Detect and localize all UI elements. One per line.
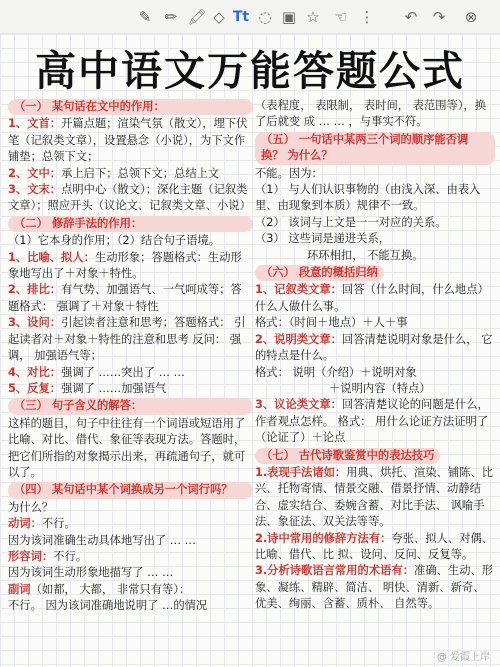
pencil-icon[interactable]: ✏ — [164, 8, 178, 26]
item-adverb-reason: 不行。 因为该词准确地说明了 …的情况 — [8, 599, 208, 613]
item-verb-reason: 因为该词准确生动具体地写出了 … … — [8, 533, 196, 547]
text-tool-icon[interactable]: Tt — [232, 9, 250, 25]
marker-icon[interactable]: 🖍 — [187, 8, 207, 26]
item-question: 3、设问：引起读者注意和思考；答题格式： 引起读者对＋对象＋特性的注意和思考 反问： 强调， 加强语气等； — [8, 316, 246, 363]
item-contrast: 4、对比：强调了 ……突出了 … … — [8, 365, 185, 379]
left-column — [8, 98, 253, 615]
item-order-1: （1） 与人们认识事物的（由浅入深、由表入里、由现象到本质）规律不一致。 — [255, 183, 481, 213]
pen-icon[interactable]: ✎ — [138, 8, 152, 26]
item-argumentative: 3、议论类文章：回答清楚议论的问题是什么， 作者观点怎样。 格式： 用什么论证方法证明了（论证了）＋论点 — [255, 398, 489, 445]
star-icon[interactable]: ☆ — [306, 8, 320, 26]
section-heading-4: （四） 某句话中某个词换成另一个词行吗？ — [8, 482, 253, 498]
redo-icon[interactable]: ↷ — [432, 8, 446, 26]
item-order-answer: 不能。因为： — [255, 166, 323, 180]
page-title: 高中语文万能答题公式 — [35, 47, 465, 95]
item-verb: 动词：不行。 — [8, 517, 76, 531]
section-heading-5: （五） 一句话中某两三个词的顺序能否调换？ 为什么？ — [255, 132, 495, 165]
item-wenzhong: 2、文中：承上启下；总领下文；总结上文 — [8, 166, 220, 180]
item-why: 为什么？ — [8, 500, 54, 514]
item-order-3b: 环环相扣， 不能互换。 — [307, 248, 424, 262]
item-repetition: 5、反复：强调了 ……加强语气 — [8, 381, 167, 395]
section-heading-3: （三） 句子含义的解答： — [8, 398, 253, 414]
section-heading-6: （六） 段意的概括归纳 — [255, 265, 384, 281]
right-column — [255, 98, 495, 613]
item-metaphor: 1、比喻、拟人：生动形象；答题格式：生动形象地写出了＋对象＋特性。 — [8, 250, 242, 281]
section-heading-7: （七） 古代诗歌鉴赏中的表达技巧 — [255, 448, 440, 464]
section-heading-1: （一） 某句话在文中的作用： — [8, 99, 253, 115]
item-narrative: 1、记叙类文章：回答（什么时间，什么地点）什么人做什么事。 — [255, 283, 489, 313]
section-heading-2: （二） 修辞手法的作用： — [8, 216, 253, 232]
item-wenmo: 3、文末：点明中心（散文）；深化主题（记叙类文章）；照应开头（议论文、记叙类文章、小说） — [8, 183, 251, 213]
more-icon[interactable]: ⋮ — [359, 8, 375, 26]
item-expository: 2、说明类文章：回答清楚说明对象是什么， 它的特点是什么。 — [255, 332, 493, 363]
hand-icon[interactable]: ☜ — [334, 8, 348, 26]
item-adjective: 形容词：不行。 — [8, 549, 88, 563]
item-wenshou: 1、文首：开篇点题；渲染气氛（散文），埋下伏笔（记叙类文章），设置悬念（小说），为下文作 铺垫；总领下文； — [8, 117, 248, 164]
item-rhetoric-methods: 2.诗中常用的修辞方法有：夸张、拟人、对偶、比喻、借代、比 拟、设问、反问、反复等。 — [255, 531, 494, 561]
item-narrative-format: 格式：（时间＋地点）＋人＋事 — [255, 316, 408, 330]
item-parallelism: 2、排比：有气势、加强语气、一气呵成等；答题格式： 强调了＋对象＋特性 — [8, 283, 242, 313]
watermark: @ 爱霞上岸 — [436, 652, 490, 663]
item-adverb-continued: （表程度， 表限制， 表时间， 表范围等），换了后就变 成 … … ，与事实不符。 — [255, 99, 487, 129]
item-order-2: （2） 该词与上文是一一对应的关系。 — [255, 215, 447, 229]
item-adjective-reason: 因为该词生动形象地描写了 … … — [8, 566, 174, 580]
lasso-icon[interactable]: ◌ — [258, 8, 272, 26]
undo-icon[interactable]: ↶ — [404, 8, 418, 26]
item-expository-format: 格式： 说明（介绍）＋说明对象 — [255, 365, 417, 379]
item-rhetoric-intro: （1）它本身的作用；（2）结合句子语境。 — [8, 234, 221, 248]
item-techniques: 1.表现手法诸如：用典、烘托、渲染、铺陈、比兴、托物寄情、情景交融、借景抒情、动静结合、虚实结合、委婉含蓄、对比手法、 讽喻手法、象征法、双关法等等。 — [255, 465, 494, 529]
toolbar — [0, 0, 500, 34]
eraser-icon[interactable]: ◇ — [213, 8, 225, 26]
item-sentence-meaning: 这样的题目，句子中往往有一个词语或短语用了比喻、对比、借代、象征等表现方法。答题时，把它们所指的对象揭示出来，再疏通句子，就可以了。 — [8, 416, 246, 479]
close-icon[interactable]: ⊗ — [464, 8, 478, 26]
item-adverb: 副词（如都， 大都， 非常只有等）： — [8, 582, 191, 596]
image-icon[interactable]: ▣ — [281, 8, 297, 26]
item-poetry-terms: 3.分析诗歌语言常用的术语有：准确、生动、形象、凝练、精辟、简洁、 明快、清新、新奇、优美、绚丽、含蓄、质朴、 自然等。 — [255, 564, 494, 611]
item-expository-format-b: ＋说明内容（特点） — [329, 381, 431, 395]
item-order-3: （3） 这些词是递进关系， — [255, 232, 391, 246]
